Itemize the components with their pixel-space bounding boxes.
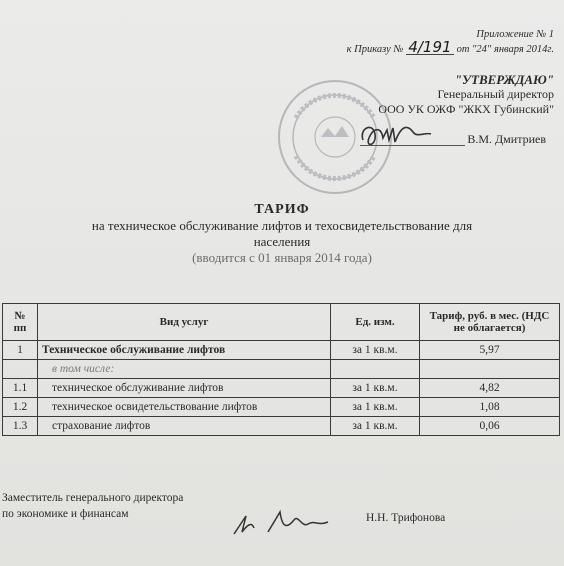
- column-header-service: Вид услуг: [38, 304, 331, 341]
- tariff-title: ТАРИФ: [254, 202, 310, 217]
- row-unit: за 1 кв.м.: [331, 379, 420, 398]
- table-header-row: [3, 304, 560, 341]
- approval-heading: "УТВЕРЖДАЮ": [454, 72, 554, 87]
- row-rate: [420, 360, 560, 379]
- order-prefix: к Приказу №: [346, 44, 404, 55]
- column-header-number: № пп: [3, 304, 38, 341]
- row-unit: [331, 360, 420, 379]
- deputy-signature-icon: [228, 502, 338, 542]
- tariff-effective-date: (вводится с 01 января 2014 года): [192, 250, 372, 265]
- deputy-position: Заместитель генерального директора: [2, 492, 184, 504]
- order-reference: [346, 38, 554, 56]
- column-header-rate: Тариф, руб. в мес. (НДС не облагается): [420, 304, 560, 341]
- row-unit: за 1 кв.м.: [331, 417, 420, 436]
- director-signature-line: [360, 145, 465, 146]
- column-header-unit: Ед. изм.: [331, 304, 420, 341]
- approval-position: Генеральный директор: [437, 87, 554, 101]
- tariff-table: [2, 303, 560, 436]
- deputy-name: Н.Н. Трифонова: [366, 512, 446, 524]
- row-number: 1.1: [3, 379, 38, 398]
- table-row: [3, 417, 560, 436]
- order-date: от "24" января 2014г.: [456, 44, 554, 55]
- table-row: [3, 398, 560, 417]
- table-row: [3, 341, 560, 360]
- row-service: страхование лифтов: [38, 417, 331, 436]
- row-unit: за 1 кв.м.: [331, 341, 420, 360]
- row-service: техническое обслуживание лифтов: [38, 379, 331, 398]
- row-number: [3, 360, 38, 379]
- row-number: 1.3: [3, 417, 38, 436]
- appendix-label: Приложение № 1: [476, 29, 554, 40]
- appendix-header: [347, 28, 554, 56]
- tariff-subtitle-continued: населения: [253, 234, 311, 249]
- row-number: 1.2: [3, 398, 38, 417]
- tariff-title-block: [0, 202, 564, 266]
- order-number: 4/191: [408, 38, 452, 56]
- approval-block: [378, 72, 554, 117]
- deputy-title-block: [2, 490, 183, 522]
- table-row: [3, 360, 560, 379]
- table-row: [3, 379, 560, 398]
- tariff-subtitle: на техническое обслуживание лифтов и техосвидетельствование для: [91, 218, 473, 233]
- row-unit: за 1 кв.м.: [331, 398, 420, 417]
- approval-company: ООО УК ОЖФ "ЖКХ Губинский": [378, 102, 554, 116]
- row-service: Техническое обслуживание лифтов: [38, 341, 331, 360]
- deputy-department: по экономике и финансам: [2, 508, 129, 520]
- director-signature-icon: [355, 118, 435, 154]
- row-service: в том числе:: [38, 360, 331, 379]
- row-rate: 1,08: [420, 398, 560, 417]
- row-rate: 4,82: [420, 379, 560, 398]
- row-service: техническое освидетельствование лифтов: [38, 398, 331, 417]
- row-number: 1: [3, 341, 38, 360]
- row-rate: 5,97: [420, 341, 560, 360]
- director-name: В.М. Дмитриев: [467, 132, 546, 146]
- row-rate: 0,06: [420, 417, 560, 436]
